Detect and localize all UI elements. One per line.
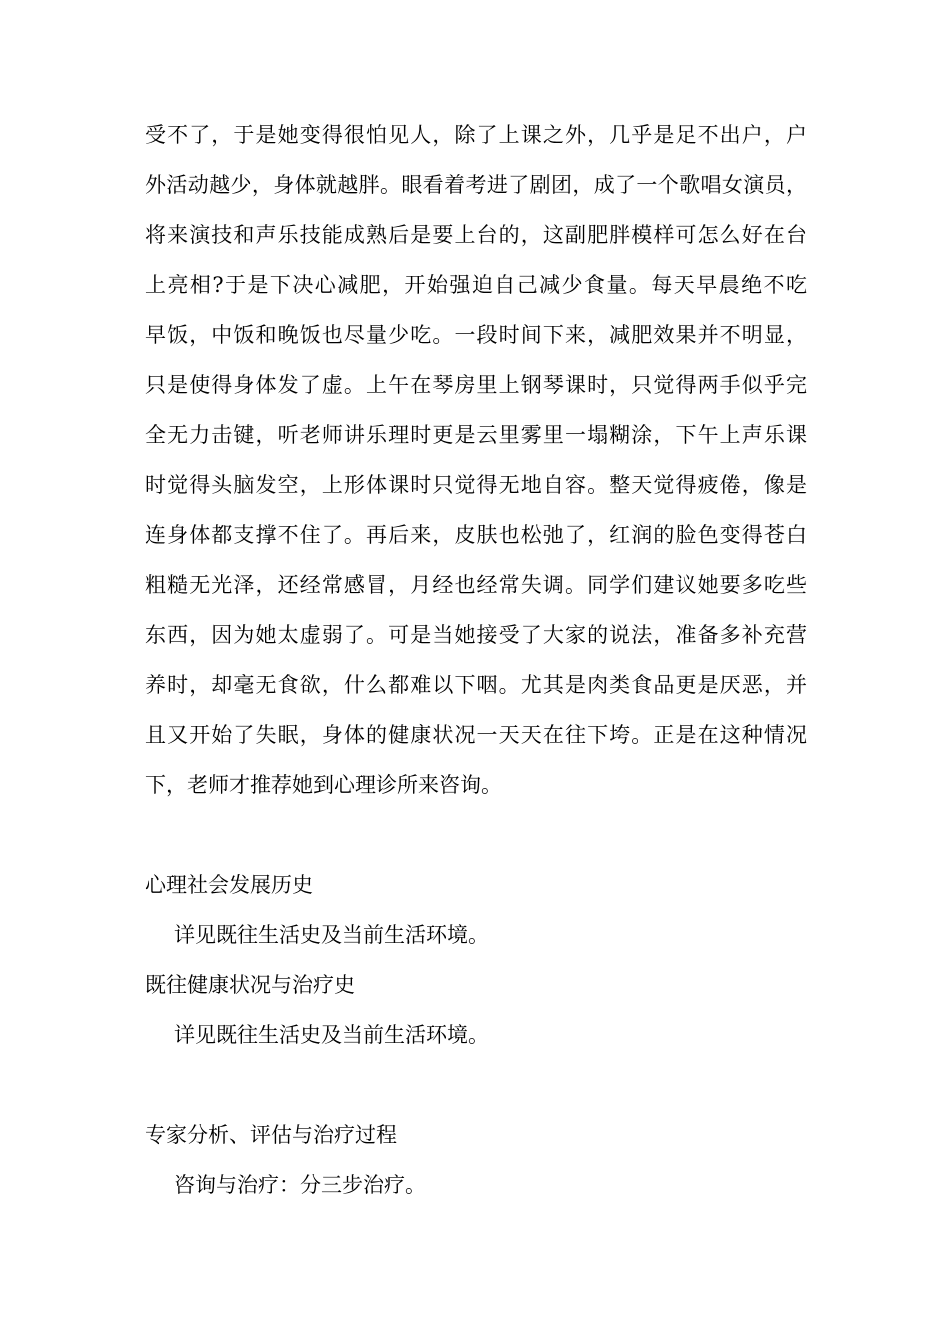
paragraph-line: 全无力击键，听老师讲乐理时更是云里雾里一塌糊涂，下午上声乐课 [145,423,807,447]
paragraph-line: 粗糙无光泽，还经常感冒，月经也经常失调。同学们建议她要多吃些 [145,573,807,597]
section-text-expert-analysis: 咨询与治疗：分三步治疗。 [174,1173,426,1197]
section-text-health-history: 详见既往生活史及当前生活环境。 [174,1023,489,1047]
paragraph-line: 受不了，于是她变得很怕见人，除了上课之外，几乎是足不出户，户 [145,123,807,147]
paragraph-line: 东西，因为她太虚弱了。可是当她接受了大家的说法，准备多补充营 [145,623,807,647]
paragraph-line: 只是使得身体发了虚。上午在琴房里上钢琴课时，只觉得两手似乎完 [145,373,807,397]
paragraph-line: 下，老师才推荐她到心理诊所来咨询。 [145,773,502,797]
section-text-psychosocial-history: 详见既往生活史及当前生活环境。 [174,923,489,947]
paragraph-line: 连身体都支撑不住了。再后来，皮肤也松弛了，红润的脸色变得苍白 [145,523,807,547]
section-heading-health-history: 既往健康状况与治疗史 [145,973,355,997]
paragraph-line: 且又开始了失眠，身体的健康状况一天天在往下垮。正是在这种情况 [145,723,807,747]
paragraph-line: 养时，却毫无食欲，什么都难以下咽。尤其是肉类食品更是厌恶，并 [145,673,807,697]
section-heading-expert-analysis: 专家分析、评估与治疗过程 [145,1123,397,1147]
section-heading-psychosocial-history: 心理社会发展历史 [145,873,313,897]
paragraph-line: 上亮相?于是下决心减肥，开始强迫自己减少食量。每天早晨绝不吃 [145,273,807,297]
paragraph-line: 外活动越少，身体就越胖。眼看着考进了剧团，成了一个歌唱女演员， [145,173,807,197]
paragraph-line: 早饭，中饭和晚饭也尽量少吃。一段时间下来，减肥效果并不明显， [145,323,807,347]
paragraph-line: 将来演技和声乐技能成熟后是要上台的，这副肥胖模样可怎么好在台 [145,223,807,247]
paragraph-line: 时觉得头脑发空，上形体课时只觉得无地自容。整天觉得疲倦，像是 [145,473,807,497]
